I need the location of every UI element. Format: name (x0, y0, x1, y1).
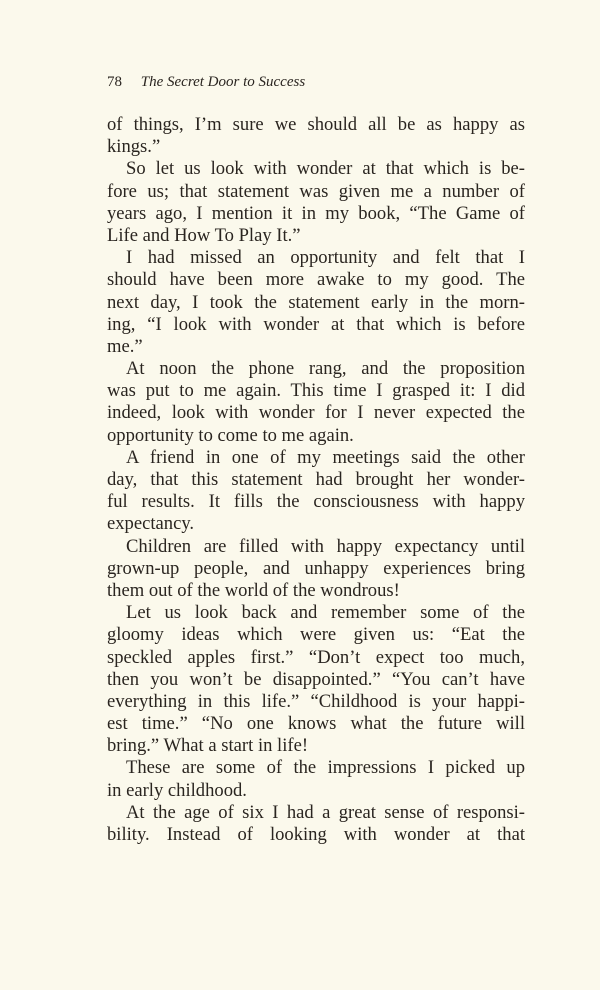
text-line: next day, I took the statement early in the morn- (107, 291, 525, 313)
text-line: est time.” “No one knows what the future will (107, 713, 525, 735)
text-line: bring.” What a start in life! (107, 735, 309, 757)
text-line: I had missed an opportunity and felt that I (126, 247, 525, 269)
text-line: grown-up people, and unhappy experiences bring (107, 557, 525, 579)
text-line: These are some of the impressions I picked up (126, 757, 525, 779)
text-line: then you won’t be disappointed.” “You can’t have (107, 668, 525, 690)
text-line: Life and How To Play It.” (107, 224, 301, 246)
text-line: in early childhood. (107, 779, 247, 801)
text-line: So let us look with wonder at that which is be- (126, 158, 525, 180)
running-header (107, 74, 305, 91)
text-line: indeed, look with wonder for I never expected the (107, 402, 525, 424)
text-line: ful results. It fills the consciousness with happy (107, 491, 525, 513)
text-line: them out of the world of the wondrous! (107, 579, 400, 601)
text-line: years ago, I mention it in my book, “The Game of (107, 202, 525, 224)
text-line: expectancy. (107, 513, 195, 535)
text-line: everything in this life.” “Childhood is your happi- (107, 690, 525, 712)
text-line: opportunity to come to me again. (107, 424, 354, 446)
text-line: speckled apples first.” “Don’t expect too much, (107, 646, 525, 668)
page-body-text (107, 114, 525, 846)
text-line: me.” (107, 335, 143, 357)
text-line: should have been more awake to my good. The (107, 269, 525, 291)
text-line: of things, I’m sure we should all be as happy as (107, 114, 525, 135)
text-line: Let us look back and remember some of the (126, 602, 525, 624)
text-line: fore us; that statement was given me a number of (107, 180, 525, 202)
text-line: Children are filled with happy expectancy until (126, 535, 525, 557)
text-line: was put to me again. This time I grasped it: I did (107, 380, 525, 402)
running-title: The Secret Door to Success (140, 74, 306, 90)
text-line: kings.” (107, 136, 161, 158)
text-line: ing, “I look with wonder at that which is before (107, 313, 525, 335)
text-line: At the age of six I had a great sense of responsi- (126, 801, 525, 823)
text-line: gloomy ideas which were given us: “Eat the (107, 624, 525, 646)
page-number: 78 (107, 74, 122, 90)
text-line: At noon the phone rang, and the proposition (126, 358, 525, 380)
text-line: bility. Instead of looking with wonder at that (107, 824, 525, 845)
text-line: A friend in one of my meetings said the other (126, 446, 525, 468)
text-line: day, that this statement had brought her wonder- (107, 469, 525, 490)
